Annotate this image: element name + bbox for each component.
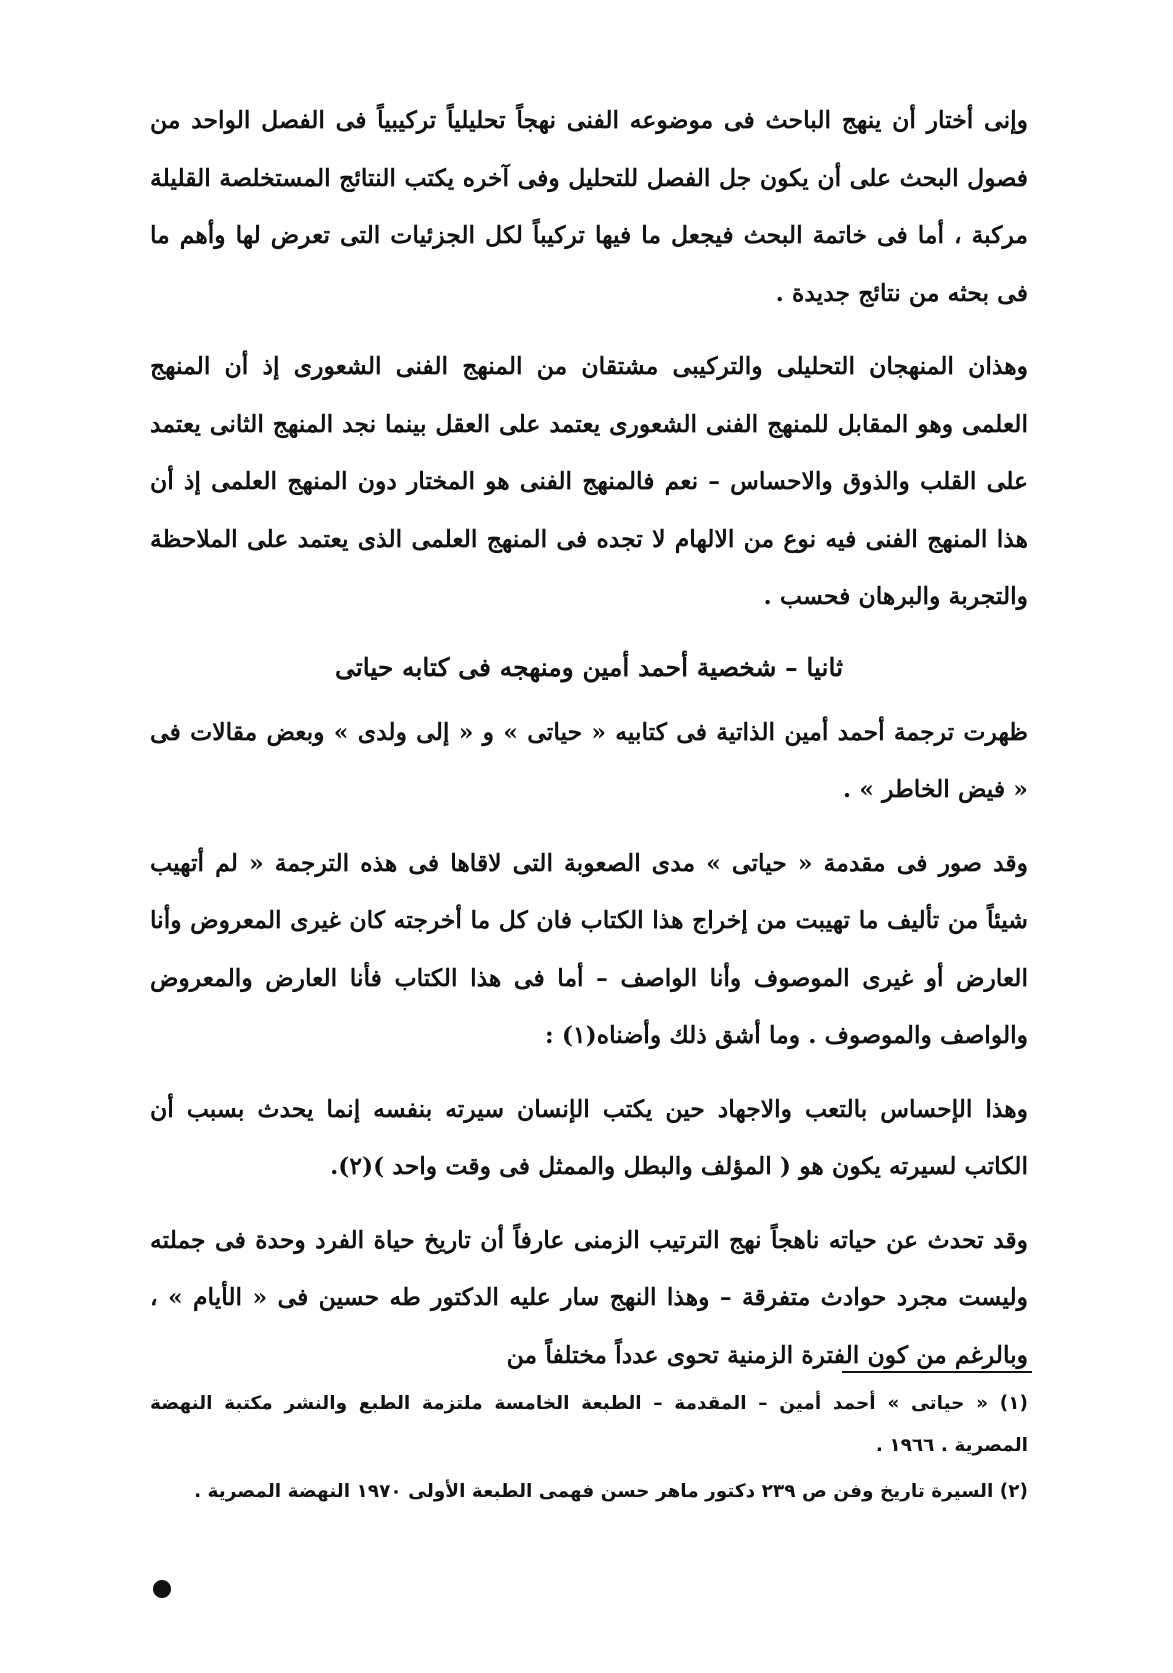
paragraph-1: وإنى أختار أن ينهج الباحث فى موضوعه الفنى نهجاً تحليلياً تركيبياً فى الفصل الواحد من فصول البحث على أن يكون جل الفصل للتحليل وفى آخره يكتب النتائج المستخلصة القليلة مركبة ، أما فى خاتمة البحث فيجعل ما فيها تركيباً لكل الجزئيات التى تعرض لها وأهم ما فى بحثه من نتائج جديدة .: [150, 106, 1028, 307]
paragraph-6: وقد تحدث عن حياته ناهجاً نهج الترتيب الزمنى عارفاً أن تاريخ حياة الفرد وحدة فى جملته وليست مجرد حوادث متفرقة – وهذا النهج سار عليه الدكتور طه حسين فى « الأيام » ، وبالرغم من كون الفترة الزمنية تحوى عدداً مختلفاً من: [150, 1225, 1028, 1369]
section-heading: ثانيا – شخصية أحمد أمين ومنهجه فى كتابه حياتى: [334, 652, 844, 682]
paragraph-gap: [150, 819, 1028, 835]
paragraph-gap: [150, 1196, 1028, 1212]
page-body: [150, 92, 1028, 1384]
paragraph-5: وهذا الإحساس بالتعب والاجهاد حين يكتب الإنسان سيرته بنفسه إنما يحدث بسبب أن الكاتب لسيرته يكون هو ( المؤلف والبطل والممثل فى وقت واحد )(٢).: [150, 1094, 1028, 1180]
paragraph-2: وهذان المنهجان التحليلى والتركيبى مشتقان من المنهج الفنى الشعورى إذ أن المنهج العلمى وهو المقابل للمنهج الفنى الشعورى يعتمد على العقل بينما نجد المنهج الثانى يعتمد على القلب والذوق والاحساس – نعم فالمنهج الفنى هو المختار دون المنهج العلمى إذ أن هذا المنهج الفنى فيه نوع من الالهام لا تجده فى المنهج العلمى الذى يعتمد على الملاحظة والتجربة والبرهان فحسب .: [150, 352, 1028, 610]
page-dot-mark: [153, 1580, 171, 1598]
footnote-1: (١) « حياتى » أحمد أمين – المقدمة – الطبعة الخامسة ملتزمة الطبع والنشر مكتبة النهضة المصرية . ١٩٦٦ .: [150, 1393, 1028, 1456]
footnote-2: (٢) السيرة تاريخ وفن ص ٢٣٩ دكتور ماهر حسن فهمى الطبعة الأولى ١٩٧٠ النهضة المصرية .: [194, 1481, 1028, 1502]
paragraph-3: ظهرت ترجمة أحمد أمين الذاتية فى كتابيه « حياتى » و « إلى ولدى » وبعض مقالات فى « فيض الخاطر » .: [150, 717, 1028, 803]
footnotes: [150, 1383, 1028, 1517]
paragraph-gap: [150, 1065, 1028, 1081]
paragraph-gap: [150, 322, 1028, 338]
footnote-divider: [842, 1371, 1032, 1373]
paragraph-4: وقد صور فى مقدمة « حياتى » مدى الصعوبة التى لاقاها فى هذه الترجمة « لم أتهيب شيئاً من تأليف ما تهيبت من إخراج هذا الكتاب فان كل ما أخرجته كان غيرى المعروض وأنا العارض أو غيرى الموصوف وأنا الواصف – أما فى هذا الكتاب فأنا العارض والمعروض والواصف والموصوف . وما أشق ذلك وأضناه(١) :: [150, 848, 1028, 1049]
